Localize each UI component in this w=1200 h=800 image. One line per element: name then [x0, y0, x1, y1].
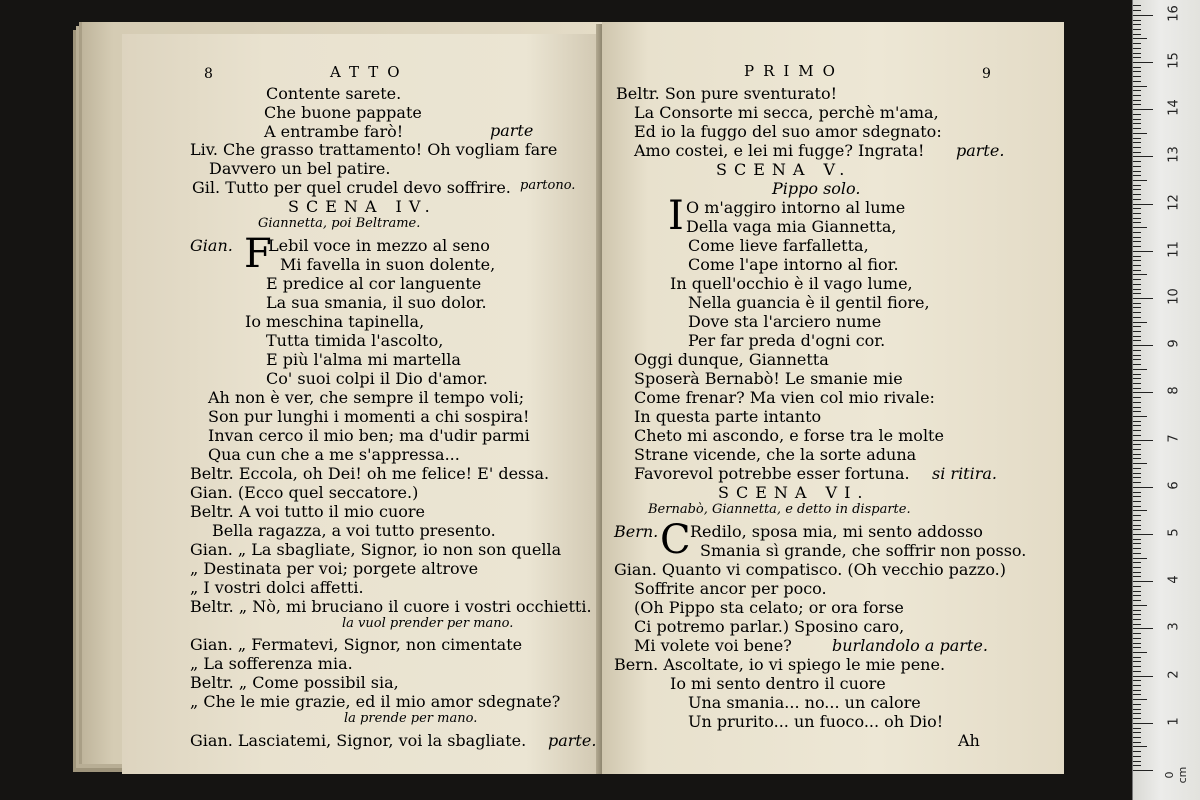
catchword: Ah — [958, 731, 980, 750]
text-line: Dove sta l'arciero nume — [688, 312, 882, 331]
ruler-tick — [1133, 765, 1141, 766]
ruler-tick — [1133, 152, 1141, 153]
text-line: Gian. Lasciatemi, Signor, voi la sbagliate. — [190, 731, 527, 750]
ruler-tick — [1133, 109, 1153, 110]
ruler-number: 11 — [1166, 241, 1182, 258]
ruler-tick — [1133, 185, 1141, 186]
ruler-tick — [1133, 728, 1141, 729]
text-line: Liv. Che grasso trattamento! Oh vogliam fare — [190, 140, 558, 159]
ruler-tick — [1133, 572, 1141, 573]
ruler-tick — [1133, 251, 1153, 252]
ruler-tick — [1133, 633, 1141, 634]
ruler-tick — [1133, 614, 1141, 615]
ruler-tick — [1133, 501, 1141, 502]
ruler-tick — [1133, 487, 1153, 488]
ruler-tick — [1133, 652, 1147, 653]
ruler-tick — [1133, 699, 1147, 700]
ruler-tick — [1133, 48, 1141, 49]
ruler-tick — [1133, 237, 1141, 238]
ruler-tick — [1133, 449, 1141, 450]
text-line: Ci potremo parlar.) Sposino caro, — [634, 617, 905, 636]
ruler-tick — [1133, 628, 1153, 629]
ruler-tick — [1133, 317, 1141, 318]
ruler-tick — [1133, 180, 1147, 181]
text-line: Beltr. A voi tutto il mio cuore — [190, 502, 426, 521]
speaker: Bern. — [614, 522, 659, 541]
ruler-tick — [1133, 647, 1141, 648]
text-line: Beltr. „ Nò, mi bruciano il cuore i vostri occhietti. — [190, 597, 592, 616]
ruler-tick — [1133, 20, 1141, 21]
scene-heading: SCENA IV. — [288, 197, 437, 216]
ruler-tick — [1133, 218, 1141, 219]
text-line: Contente sarete. — [266, 84, 402, 103]
ruler-tick — [1133, 581, 1153, 582]
ruler-tick — [1133, 562, 1141, 563]
text-line: Invan cerco il mio ben; ma d'udir parmi — [208, 426, 530, 445]
ruler-tick — [1133, 345, 1153, 346]
ruler-tick — [1133, 256, 1141, 257]
stage-direction: partono. — [520, 178, 576, 193]
text-line: Bella ragazza, a voi tutto presento. — [212, 521, 496, 540]
ruler-tick — [1133, 369, 1147, 370]
text-line: Sposerà Bernabò! Le smanie mie — [634, 369, 903, 388]
page-number-left: 8 — [204, 66, 213, 82]
ruler-number: 2 — [1166, 669, 1182, 679]
text-line: Ed io la fuggo del suo amor sdegnato: — [634, 122, 942, 141]
ruler-tick — [1133, 761, 1141, 762]
ruler-tick — [1133, 156, 1153, 157]
ruler-tick — [1133, 383, 1141, 384]
ruler-tick — [1133, 520, 1141, 521]
ruler-tick — [1133, 770, 1153, 771]
ruler-tick — [1133, 175, 1141, 176]
text-line: Lebil voce in mezzo al seno — [268, 236, 490, 255]
ruler-tick — [1133, 638, 1141, 639]
ruler-tick — [1133, 416, 1147, 417]
ruler-tick — [1133, 86, 1147, 87]
ruler-tick — [1133, 680, 1141, 681]
text-line: Favorevol potrebbe esser fortuna. — [634, 464, 910, 483]
ruler-number: 1 — [1166, 717, 1182, 726]
ruler-tick — [1133, 15, 1153, 16]
ruler-tick — [1133, 355, 1141, 356]
text-line: Bern. Ascoltate, io vi spiego le mie pene. — [614, 655, 946, 674]
ruler-tick — [1133, 90, 1141, 91]
ruler-tick — [1133, 5, 1141, 6]
ruler-tick — [1133, 676, 1153, 677]
text-line: In questa parte intanto — [634, 407, 822, 426]
ruler-tick — [1133, 241, 1141, 242]
ruler-tick — [1133, 397, 1141, 398]
ruler-tick — [1133, 605, 1147, 606]
ruler-tick — [1133, 576, 1141, 577]
ruler-tick — [1133, 539, 1141, 540]
page-number-right: 9 — [982, 66, 991, 82]
text-line: Oggi dunque, Giannetta — [634, 350, 829, 369]
ruler-tick — [1133, 208, 1141, 209]
ruler-tick — [1133, 685, 1141, 686]
text-line: Mi favella in suon dolente, — [280, 255, 496, 274]
ruler-tick — [1133, 515, 1141, 516]
text-line: „ I vostri dolci affetti. — [190, 578, 364, 597]
text-line: Gil. Tutto per quel crudel devo soffrire. — [192, 178, 511, 197]
ruler-tick — [1133, 274, 1147, 275]
ruler-tick — [1133, 548, 1141, 549]
scene-heading: SCENA V. — [716, 160, 852, 179]
text-line: Tutta timida l'ascolto, — [266, 331, 444, 350]
ruler-tick — [1133, 477, 1141, 478]
text-line: Smania sì grande, che soffrir non posso. — [700, 541, 1027, 560]
ruler-tick — [1133, 444, 1141, 445]
ruler-tick — [1133, 543, 1141, 544]
ruler-tick — [1133, 529, 1141, 530]
ruler-tick — [1133, 723, 1153, 724]
ruler-tick — [1133, 713, 1141, 714]
stage-direction: parte. — [548, 731, 597, 750]
ruler-tick — [1133, 643, 1141, 644]
ruler-number: 9 — [1166, 339, 1182, 348]
ruler-tick — [1133, 624, 1141, 625]
stage-direction: burlandolo a parte. — [832, 636, 988, 655]
ruler-tick — [1133, 128, 1141, 129]
ruler-tick — [1133, 331, 1141, 332]
ruler-tick — [1133, 133, 1147, 134]
ruler-tick — [1133, 525, 1141, 526]
text-line: Son pur lunghi i momenti a chi sospira! — [208, 407, 530, 426]
ruler-tick — [1133, 227, 1147, 228]
ruler-tick — [1133, 171, 1141, 172]
text-line: La Consorte mi secca, perchè m'ama, — [634, 103, 939, 122]
ruler-number: 8 — [1166, 386, 1182, 396]
drop-capital: F — [244, 231, 272, 277]
ruler-number: 10 — [1166, 288, 1182, 305]
ruler-tick — [1133, 591, 1141, 592]
ruler-tick — [1133, 732, 1141, 733]
ruler-tick — [1133, 303, 1141, 304]
text-line: Per far preda d'ogni cor. — [688, 331, 886, 350]
ruler-tick — [1133, 704, 1141, 705]
ruler-tick — [1133, 392, 1153, 393]
text-line: A entrambe farò! — [264, 122, 404, 141]
text-line: Amo costei, e lei mi fugge? Ingrata! — [634, 141, 925, 160]
text-line: Una smania... no... un calore — [688, 693, 921, 712]
ruler-tick — [1133, 482, 1141, 483]
ruler-tick — [1133, 204, 1153, 205]
ruler-number: 14 — [1166, 99, 1182, 116]
ruler-tick — [1133, 95, 1141, 96]
ruler-tick — [1133, 468, 1141, 469]
ruler-number: 16 — [1166, 5, 1182, 22]
ruler-tick — [1133, 751, 1141, 752]
ruler-number: 5 — [1166, 528, 1182, 537]
ruler-tick — [1133, 322, 1147, 323]
ruler-tick — [1133, 718, 1141, 719]
ruler-tick — [1133, 558, 1147, 559]
ruler-tick — [1133, 161, 1141, 162]
ruler-tick — [1133, 307, 1141, 308]
ruler-tick — [1133, 289, 1141, 290]
text-line: E predice al cor languente — [266, 274, 482, 293]
ruler-tick — [1133, 430, 1141, 431]
ruler-tick — [1133, 492, 1141, 493]
ruler-tick — [1133, 189, 1141, 190]
ruler-tick — [1133, 114, 1141, 115]
ruler-tick — [1133, 270, 1141, 271]
text-line: Qua cun che a me s'appressa... — [208, 445, 460, 464]
text-line: Beltr. „ Come possibil sia, — [190, 673, 399, 692]
ruler-tick — [1133, 567, 1141, 568]
scene-characters: Pippo solo. — [772, 179, 861, 198]
ruler-tick — [1133, 737, 1141, 738]
ruler-tick — [1133, 43, 1141, 44]
text-line: Come l'ape intorno al fior. — [688, 255, 899, 274]
ruler-tick — [1133, 24, 1141, 25]
ruler-tick — [1133, 199, 1141, 200]
scene-characters: Giannetta, poi Beltrame. — [258, 216, 421, 231]
ruler-tick — [1133, 407, 1141, 408]
ruler-number: 13 — [1166, 146, 1182, 164]
text-line: Un prurito... un fuoco... oh Dio! — [688, 712, 944, 731]
ruler-tick — [1133, 458, 1141, 459]
text-line: E più l'alma mi martella — [266, 350, 461, 369]
ruler-tick — [1133, 694, 1141, 695]
ruler-tick — [1133, 100, 1141, 101]
text-line: Mi volete voi bene? — [634, 636, 792, 655]
text-line: Soffrite ancor per poco. — [634, 579, 827, 598]
scene-characters: Bernabò, Giannetta, e detto in disparte. — [648, 502, 911, 517]
ruler-tick — [1133, 123, 1141, 124]
ruler-tick — [1133, 756, 1141, 757]
text-line: O m'aggiro intorno al lume — [686, 198, 906, 217]
ruler-tick — [1133, 742, 1141, 743]
ruler-number: 12 — [1166, 193, 1182, 211]
ruler-tick — [1133, 38, 1147, 39]
text-line: Co' suoi colpi il Dio d'amor. — [266, 369, 488, 388]
text-line: „ La sofferenza mia. — [190, 654, 353, 673]
ruler-tick — [1133, 661, 1141, 662]
ruler-tick — [1133, 364, 1141, 365]
running-header-left: ATTO — [330, 63, 409, 81]
text-line: Come frenar? Ma vien col mio rivale: — [634, 388, 935, 407]
ruler-tick — [1133, 284, 1141, 285]
text-line: In quell'occhio è il vago lume, — [670, 274, 913, 293]
ruler-tick — [1133, 119, 1141, 120]
text-line: Gian. Quanto vi compatisco. (Oh vecchio pazzo.) — [614, 560, 1006, 579]
text-line: Nella guancia è il gentil fiore, — [688, 293, 930, 312]
ruler-tick — [1133, 440, 1153, 441]
ruler-tick — [1133, 709, 1141, 710]
ruler-tick — [1133, 671, 1141, 672]
text-line: Gian. „ Fermatevi, Signor, non cimentate — [190, 635, 523, 654]
text-line: (Oh Pippo sta celato; or ora forse — [634, 598, 904, 617]
ruler-tick — [1133, 222, 1141, 223]
ruler-tick — [1133, 246, 1141, 247]
ruler-tick — [1133, 81, 1141, 82]
ruler-tick — [1133, 76, 1141, 77]
ruler-tick — [1133, 104, 1141, 105]
text-line: La sua smania, il suo dolor. — [266, 293, 487, 312]
stage-direction: la vuol prender per mano. — [342, 616, 514, 631]
ruler-tick — [1133, 298, 1153, 299]
text-line: Beltr. Son pure sventurato! — [616, 84, 838, 103]
ruler-tick — [1133, 340, 1141, 341]
ruler-number: 6 — [1166, 481, 1182, 490]
ruler-tick — [1133, 435, 1141, 436]
ruler-tick — [1133, 265, 1141, 266]
scene-heading: SCENA VI. — [718, 483, 870, 502]
ruler-tick — [1133, 232, 1141, 233]
text-line: Gian. (Ecco quel seccatore.) — [190, 483, 419, 502]
text-line: Che buone pappate — [264, 103, 422, 122]
ruler-tick — [1133, 67, 1141, 68]
ruler-tick — [1133, 378, 1141, 379]
ruler-number: 7 — [1166, 433, 1182, 443]
ruler-tick — [1133, 326, 1141, 327]
ruler-tick — [1133, 463, 1147, 464]
text-line: Come lieve farfalletta, — [688, 236, 869, 255]
text-line: Io mi sento dentro il cuore — [670, 674, 886, 693]
ruler-tick — [1133, 142, 1141, 143]
text-line: Cheto mi ascondo, e forse tra le molte — [634, 426, 944, 445]
ruler-tick — [1133, 10, 1141, 11]
ruler-tick — [1133, 496, 1141, 497]
ruler-tick — [1133, 619, 1141, 620]
ruler-tick — [1133, 534, 1153, 535]
text-line: Gian. „ La sbagliate, Signor, io non son quella — [190, 540, 562, 559]
ruler-tick — [1133, 279, 1141, 280]
ruler-tick — [1133, 29, 1141, 30]
ruler-tick — [1133, 411, 1141, 412]
ruler-tick — [1133, 336, 1141, 337]
ruler-tick — [1133, 138, 1141, 139]
ruler-tick — [1133, 34, 1141, 35]
ruler-tick — [1133, 600, 1141, 601]
text-line: Strane vicende, che la sorte aduna — [634, 445, 917, 464]
ruler-tick — [1133, 425, 1141, 426]
ruler-tick — [1133, 312, 1141, 313]
stage-direction: si ritira. — [932, 464, 997, 483]
ruler-tick — [1133, 194, 1141, 195]
text-line: Davvero un bel patire. — [209, 159, 391, 178]
ruler-tick — [1133, 610, 1141, 611]
ruler-tick — [1133, 506, 1141, 507]
ruler-tick — [1133, 690, 1141, 691]
stage-direction: parte — [490, 121, 534, 140]
ruler-tick — [1133, 746, 1147, 747]
stage-direction: parte. — [956, 141, 1005, 160]
ruler-tick — [1133, 62, 1153, 63]
ruler-tick — [1133, 510, 1147, 511]
ruler-tick — [1133, 586, 1141, 587]
ruler-tick — [1133, 421, 1141, 422]
ruler-tick — [1133, 402, 1141, 403]
ruler-tick — [1133, 374, 1141, 375]
ruler-tick — [1133, 53, 1141, 54]
ruler-tick — [1133, 166, 1141, 167]
stage-direction: la prende per mano. — [344, 711, 478, 726]
ruler-number: 3 — [1166, 622, 1182, 632]
ruler-tick — [1133, 213, 1141, 214]
ruler-tick — [1133, 359, 1141, 360]
ruler-tick — [1133, 57, 1141, 58]
ruler-tick — [1133, 260, 1141, 261]
ruler-tick — [1133, 147, 1141, 148]
ruler-tick — [1133, 595, 1141, 596]
text-line: Redilo, sposa mia, mi sento addosso — [690, 522, 983, 541]
ruler-tick — [1133, 666, 1141, 667]
measuring-ruler — [1132, 0, 1200, 800]
speaker: Gian. — [190, 236, 233, 255]
ruler-unit-label: 0 cm — [1163, 766, 1189, 784]
ruler-tick — [1133, 473, 1141, 474]
ruler-tick — [1133, 657, 1141, 658]
text-line: Io meschina tapinella, — [245, 312, 425, 331]
text-line: Ah non è ver, che sempre il tempo voli; — [208, 388, 525, 407]
ruler-number: 4 — [1166, 575, 1182, 584]
text-line: „ Che le mie grazie, ed il mio amor sdegnate? — [190, 692, 561, 711]
ruler-tick — [1133, 350, 1141, 351]
text-line: „ Destinata per voi; porgete altrove — [190, 559, 479, 578]
ruler-tick — [1133, 454, 1141, 455]
text-line: Della vaga mia Giannetta, — [686, 217, 897, 236]
ruler-number: 15 — [1166, 52, 1182, 69]
ruler-tick — [1133, 293, 1141, 294]
running-header-right: PRIMO — [744, 62, 844, 80]
ruler-tick — [1133, 388, 1141, 389]
text-line: Beltr. Eccola, oh Dei! oh me felice! E' dessa. — [190, 464, 550, 483]
ruler-tick — [1133, 71, 1141, 72]
ruler-tick — [1133, 553, 1141, 554]
drop-capital: I — [668, 193, 684, 239]
drop-capital: C — [660, 517, 691, 563]
